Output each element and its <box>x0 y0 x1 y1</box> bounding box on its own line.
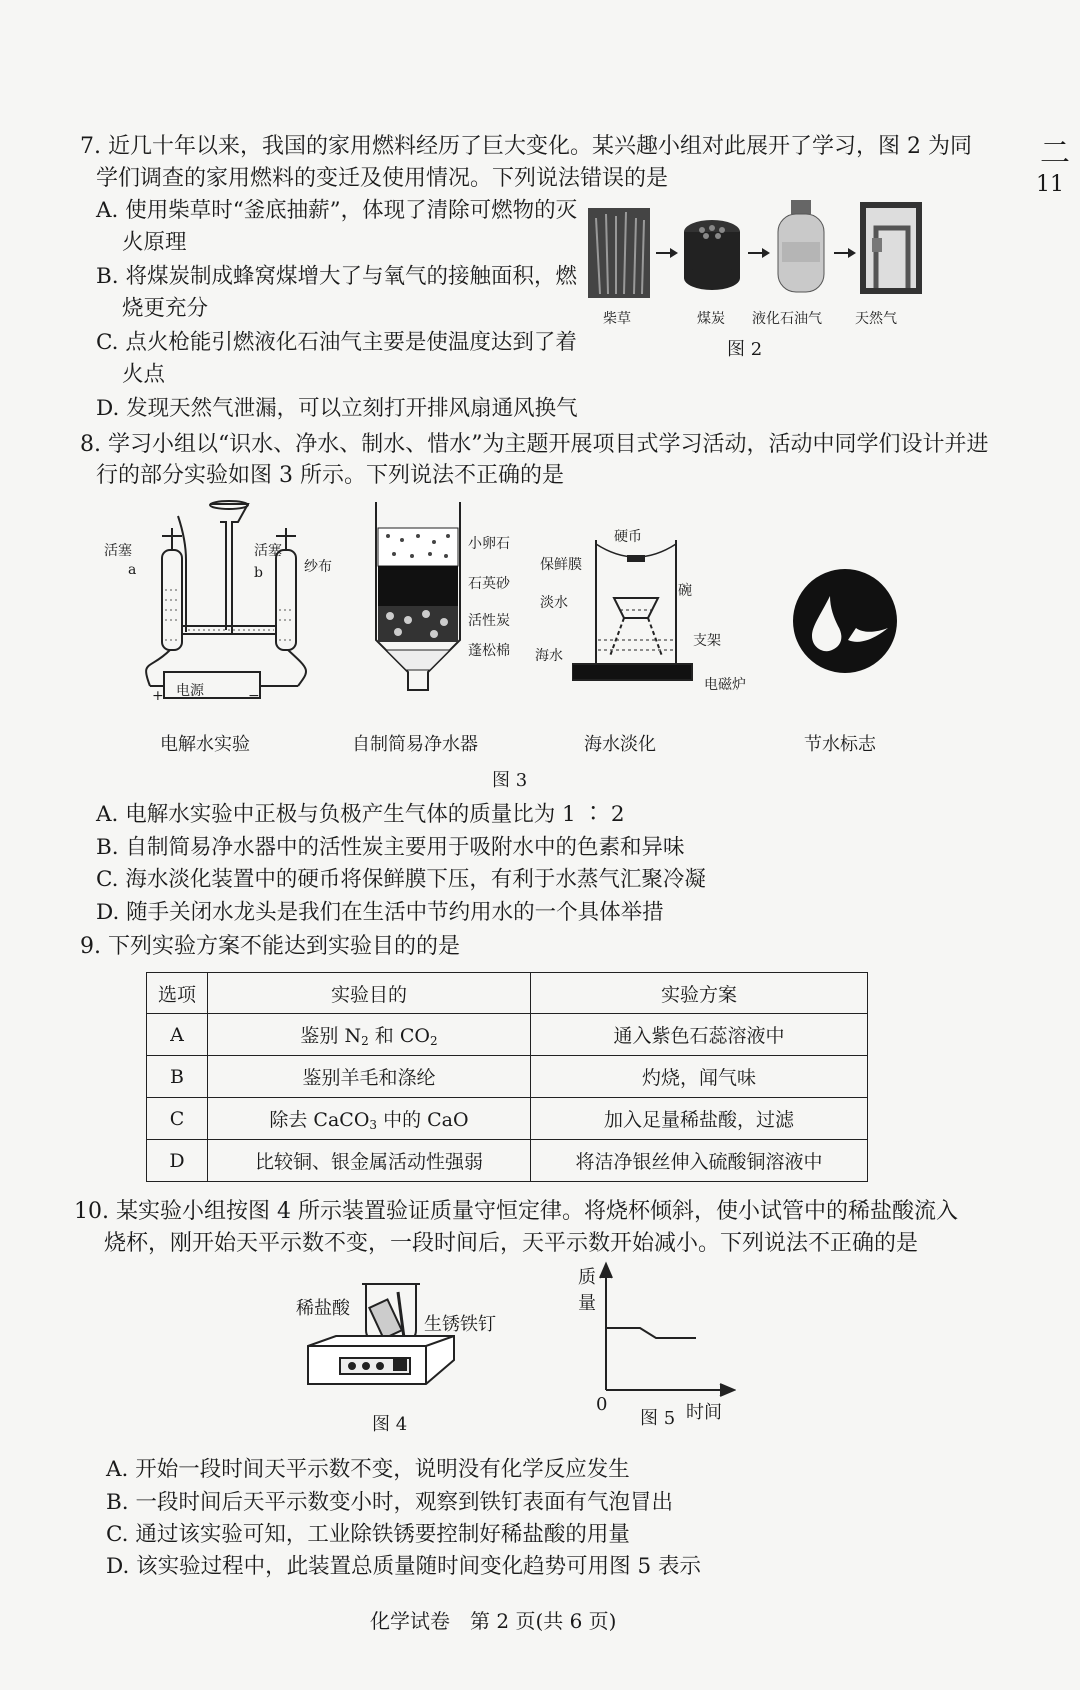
side-mark-num: 11 <box>1036 172 1064 197</box>
desal-coin-label: 硬币 <box>614 529 642 545</box>
figure-2-caption: 图 2 <box>727 339 763 360</box>
cell-plan: 灼烧，闻气味 <box>531 1056 868 1098</box>
q10-option-a: A. 开始一段时间天平示数不变，说明没有化学反应发生 <box>106 1457 630 1482</box>
figure-5-xlabel: 时间 <box>686 1402 722 1423</box>
mass-curve-line <box>606 1328 696 1338</box>
table-row <box>147 1056 868 1098</box>
q7-option-d: D. 发现天然气泄漏，可以立刻打开排风扇通风换气 <box>96 396 578 421</box>
q10-stem-1: 10. 某实验小组按图 4 所示装置验证质量守恒定律。将烧杯倾斜，使小试管中的稀盐酸流入 <box>74 1199 958 1224</box>
figure-4-caption: 图 4 <box>372 1414 408 1435</box>
side-mark-char: 二 <box>1040 136 1070 171</box>
cell-plan: 加入足量稀盐酸，过滤 <box>531 1098 868 1140</box>
q7-option-c-cont: 火点 <box>122 362 166 387</box>
q10-option-c: C. 通过该实验可知，工业除铁锈要控制好稀盐酸的用量 <box>106 1522 630 1547</box>
table-row <box>147 1140 868 1182</box>
q7-option-b: B. 将煤炭制成蜂窝煤增大了与氧气的接触面积，燃 <box>96 264 577 289</box>
cell-goal: 鉴别 $N_2$ 和 $CO_2$ <box>208 1014 531 1056</box>
filter-layer-activated-carbon: 活性炭 <box>468 613 510 629</box>
q9-table <box>146 972 868 1182</box>
natural-gas-pipe-image <box>860 202 922 294</box>
figure-2-label-natural-gas: 天然气 <box>855 311 897 327</box>
q10-option-d: D. 该实验过程中，此装置总质量随时间变化趋势可用图 5 表示 <box>106 1554 701 1579</box>
desal-film-label: 保鲜膜 <box>540 557 582 573</box>
cell-option: C <box>147 1098 208 1140</box>
cell-goal: 除去 CaCO$_3$ 中的 CaO <box>208 1098 531 1140</box>
figure-2-label-coal: 煤炭 <box>697 311 725 327</box>
figure-2-label-lpg: 液化石油气 <box>752 311 822 327</box>
q10-option-b: B. 一段时间后天平示数变小时，观察到铁钉表面有气泡冒出 <box>106 1490 673 1515</box>
q7-option-c: C. 点火枪能引燃液化石油气主要是使温度达到了着 <box>96 330 577 355</box>
col-header-plan: 实验方案 <box>531 973 868 1014</box>
cell-option: A <box>147 1014 208 1056</box>
table-row <box>147 1098 868 1140</box>
q10-stem-2: 烧杯，刚开始天平示数不变，一段时间后，天平示数开始减小。下列说法不正确的是 <box>104 1231 919 1256</box>
q7-option-b-cont: 烧更充分 <box>122 296 209 321</box>
table-header-row <box>147 973 868 1014</box>
figure-5-origin: 0 <box>596 1394 608 1415</box>
figure-4-nail-label: 生锈铁钉 <box>424 1314 496 1335</box>
figure-2-fuels <box>586 198 926 302</box>
figure-2-label-firewood: 柴草 <box>603 311 631 327</box>
q8-stem-2: 行的部分实验如图 3 所示。下列说法不正确的是 <box>96 463 564 488</box>
filter-layer-cotton: 蓬松棉 <box>468 643 510 659</box>
cell-goal: 比较铜、银金属活动性强弱 <box>208 1140 531 1182</box>
electrolysis-valve-left: 活塞 <box>104 543 132 559</box>
q8-option-a: A. 电解水实验中正极与负极产生气体的质量比为 1 ∶ 2 <box>96 802 625 827</box>
filter-caption: 自制简易净水器 <box>352 734 478 755</box>
water-saving-logo <box>790 566 900 676</box>
water-saving-logo-caption: 节水标志 <box>804 734 876 755</box>
cell-option: D <box>147 1140 208 1182</box>
table-row <box>147 1014 868 1056</box>
q8-option-b: B. 自制简易净水器中的活性炭主要用于吸附水中的色素和异味 <box>96 835 685 860</box>
q8-stem-1: 8. 学习小组以“识水、净水、制水、惜水”为主题开展项目式学习活动，活动中同学们设计并进 <box>80 432 989 457</box>
electrolysis-power-label: 电源 <box>176 683 204 699</box>
figure-5-ylabel-1: 质量 <box>578 1267 596 1314</box>
desal-caption: 海水淡化 <box>584 734 656 755</box>
desal-seawater-label: 海水 <box>535 648 563 664</box>
desal-stand-label: 支架 <box>693 633 721 649</box>
q8-option-d: D. 随手关闭水龙头是我们在生活中节约用水的一个具体举措 <box>96 900 664 925</box>
electrolysis-label-a: a <box>128 562 137 578</box>
cell-goal: 鉴别羊毛和涤纶 <box>208 1056 531 1098</box>
col-header-option: 选项 <box>147 973 208 1014</box>
desalination-diagram <box>572 530 702 686</box>
figure-3-caption: 图 3 <box>492 770 528 791</box>
electrolysis-minus: − <box>248 688 260 704</box>
cell-plan: 通入紫色石蕊溶液中 <box>531 1014 868 1056</box>
water-filter-diagram <box>368 500 468 700</box>
electrolysis-apparatus-diagram <box>130 500 310 710</box>
cell-option: B <box>147 1056 208 1098</box>
filter-layer-quartz-sand: 石英砂 <box>468 576 510 592</box>
lpg-cylinder-image <box>778 200 824 292</box>
desal-bowl-label: 碗 <box>678 583 692 599</box>
figure-5-mass-time-graph <box>596 1260 736 1400</box>
q7-option-a: A. 使用柴草时“釜底抽薪”，体现了清除可燃物的灭 <box>96 198 578 223</box>
q7-stem-1: 7. 近几十年以来，我国的家用燃料经历了巨大变化。某兴趣小组对此展开了学习，图 2 为同 <box>80 134 972 159</box>
figure-4-acid-label: 稀盐酸 <box>296 1298 350 1319</box>
electrolysis-label-b: b <box>254 565 263 581</box>
q8-option-c: C. 海水淡化装置中的硬币将保鲜膜下压，有利于水蒸气汇聚冷凝 <box>96 867 706 892</box>
desal-stove-label: 电磁炉 <box>704 677 746 693</box>
q9-stem: 9. 下列实验方案不能达到实验目的的是 <box>80 934 460 959</box>
figure-5-caption: 图 5 <box>640 1408 676 1429</box>
col-header-goal: 实验目的 <box>208 973 531 1014</box>
q7-option-a-cont: 火原理 <box>122 230 187 255</box>
cell-plan: 将洁净银丝伸入硫酸铜溶液中 <box>531 1140 868 1182</box>
electrolysis-valve-right: 活塞 <box>254 543 282 559</box>
filter-layer-pebbles: 小卵石 <box>468 536 510 552</box>
honeycomb-coal-image <box>684 220 740 290</box>
electrolysis-caption: 电解水实验 <box>160 734 250 755</box>
page-footer: 化学试卷 第 2 页(共 6 页) <box>370 1609 617 1633</box>
q7-stem-2: 学们调查的家用燃料的变迁及使用情况。下列说法错误的是 <box>96 166 669 191</box>
filter-cloth-label: 纱布 <box>304 559 332 575</box>
electrolysis-plus: + <box>152 688 164 704</box>
desal-fresh-water-label: 淡水 <box>540 595 568 611</box>
